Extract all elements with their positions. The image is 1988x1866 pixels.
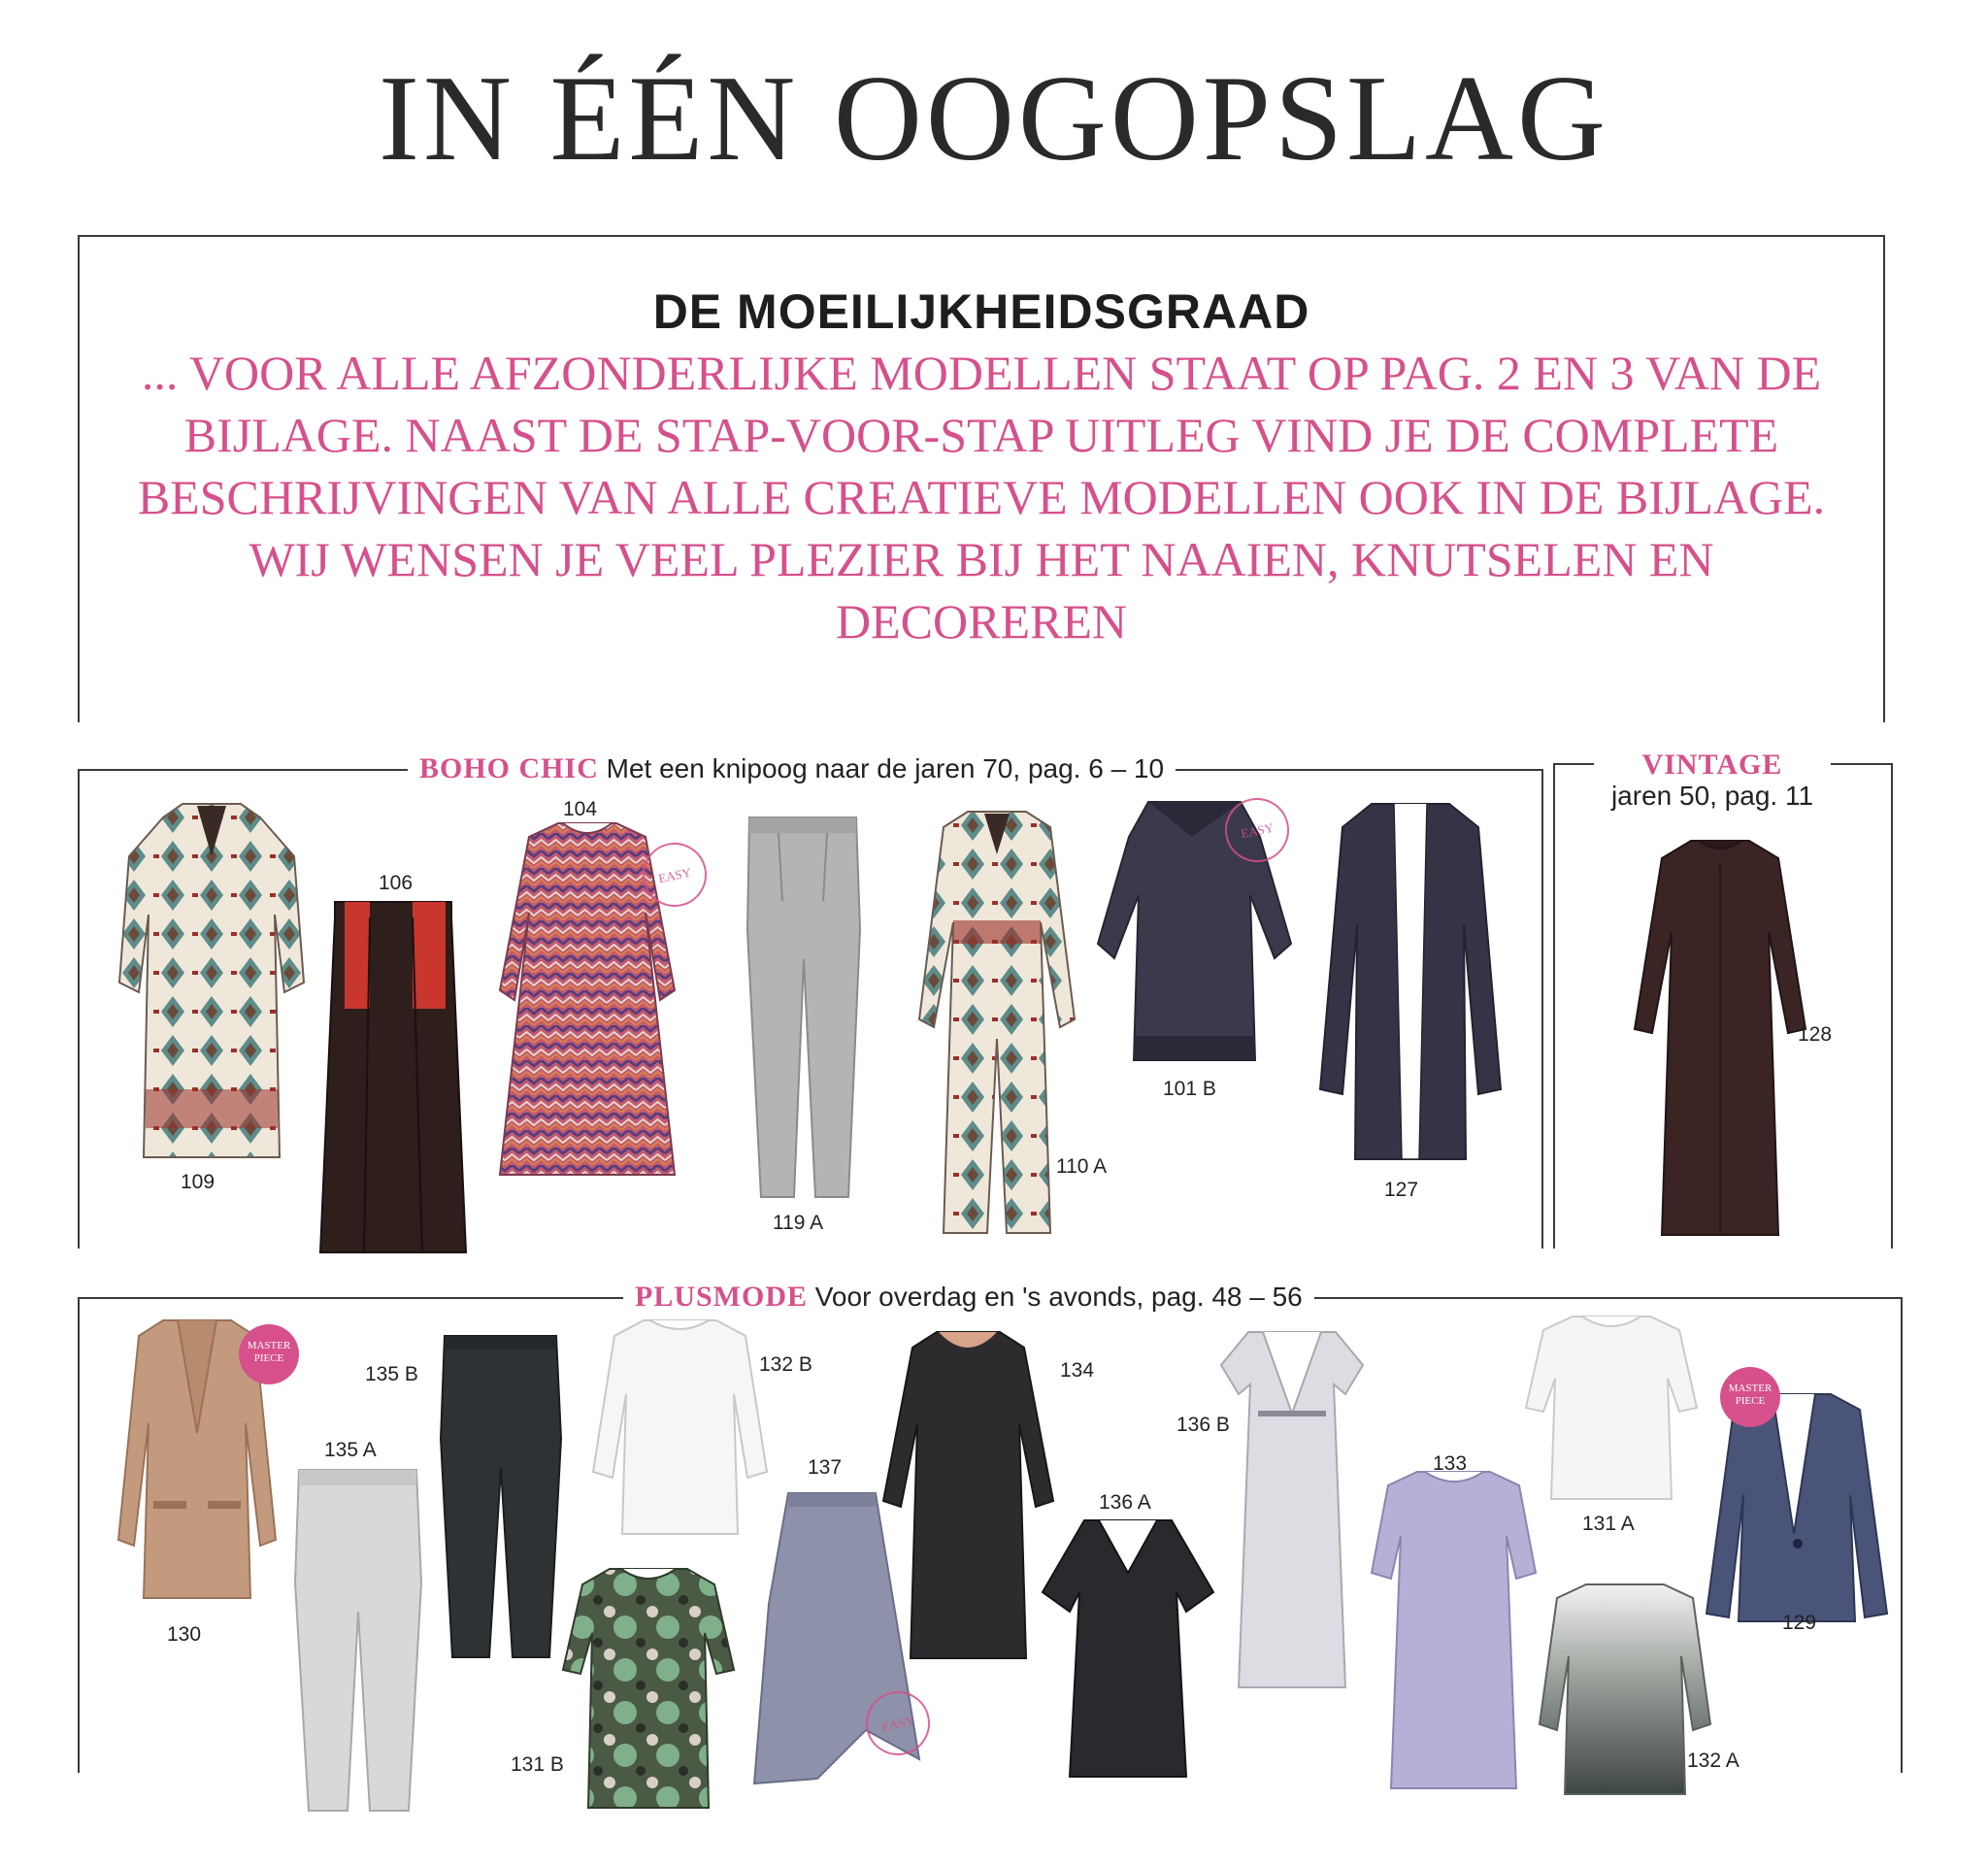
vintage-section-label [1594,750,1831,812]
easy-badge: EASY [860,1685,936,1761]
garment-number: 132 B [759,1353,812,1376]
page-title: IN ÉÉN OOGOPSLAG [379,51,1609,186]
boho-section-title: BOHO CHIC [419,752,599,784]
masterpiece-badge [239,1324,299,1384]
garment-illustration [1524,1311,1699,1505]
garment-number: 136 A [1099,1491,1151,1514]
garment-illustration [1369,1466,1539,1796]
garment-illustration [435,1332,566,1662]
garment-number: 104 [563,798,598,820]
intro-text: ... VOOR ALLE AFZONDERLIJKE MODELLEN STAAT OP PAG. 2 EN 3 VAN DE BIJLAGE. NAAST DE STAP-VOOR-STAP UITLEG VIND JE DE COMPLETE BESCHRIJVINGEN VAN ALLE CREATIEVE MODELLEN OOK IN DE BIJLAGE. WIJ WENSEN JE VEEL PLEZIER BIJ HET NAAIEN, KNUTSELEN EN DECOREREN [137,346,1826,649]
plus-section-label [623,1280,1314,1315]
garment-number: 130 [167,1623,202,1646]
garment-number: 127 [1384,1179,1419,1201]
garment-illustration [1633,835,1807,1243]
garment-illustration [740,814,866,1202]
garment-number: 129 [1782,1612,1817,1634]
garment-number: 131 B [511,1753,564,1776]
garment-number: 135 A [324,1439,377,1461]
garment-illustration [315,898,471,1257]
garment-number: 133 [1433,1452,1468,1475]
garment-number: 137 [808,1456,843,1479]
garment-illustration [590,1316,770,1540]
garment-illustration [1041,1515,1215,1783]
garment-illustration [287,1466,428,1816]
vintage-section-subtitle: jaren 50, pag. 11 [1610,781,1814,811]
badge-line: MASTER [247,1340,291,1351]
garment-illustration [878,1326,1058,1666]
garment-illustration [914,806,1079,1238]
garment-number: 135 B [365,1363,418,1385]
garment-illustration [1219,1326,1365,1695]
garment-illustration [1538,1579,1712,1802]
garment-illustration [115,798,309,1167]
garment-number: 134 [1060,1359,1095,1382]
masterpiece-badge [1720,1367,1780,1427]
badge-line: PIECE [253,1352,284,1364]
garment-number: 101 B [1163,1078,1216,1100]
garment-number: 119 A [773,1212,824,1234]
boho-section-subtitle: Met een knipoog naar de jaren 70, pag. 6 – 10 [606,753,1165,783]
plus-section-title: PLUSMODE [635,1281,809,1313]
garment-number: 110 A [1056,1155,1108,1178]
easy-badge: EASY [637,837,712,913]
garment-number: 106 [379,872,414,894]
garment-illustration [1705,1388,1889,1631]
garment-number: 128 [1798,1023,1833,1046]
intro-heading: DE MOEILIJKHEIDSGRAAD [652,284,1310,339]
garment-illustration [1318,798,1503,1167]
garment-number: 132 A [1687,1749,1740,1772]
garment-number: 136 B [1176,1414,1230,1436]
garment-number: 131 A [1582,1513,1635,1535]
boho-section-label [408,751,1176,786]
easy-badge: EASY [1219,792,1295,868]
plus-section-subtitle: Voor overdag en 's avonds, pag. 48 – 56 [814,1282,1303,1312]
garment-illustration [561,1563,736,1816]
badge-line: MASTER [1728,1383,1773,1394]
badge-line: PIECE [1735,1395,1766,1407]
vintage-section-title: VINTAGE [1641,749,1783,781]
garment-number: 109 [181,1171,215,1193]
